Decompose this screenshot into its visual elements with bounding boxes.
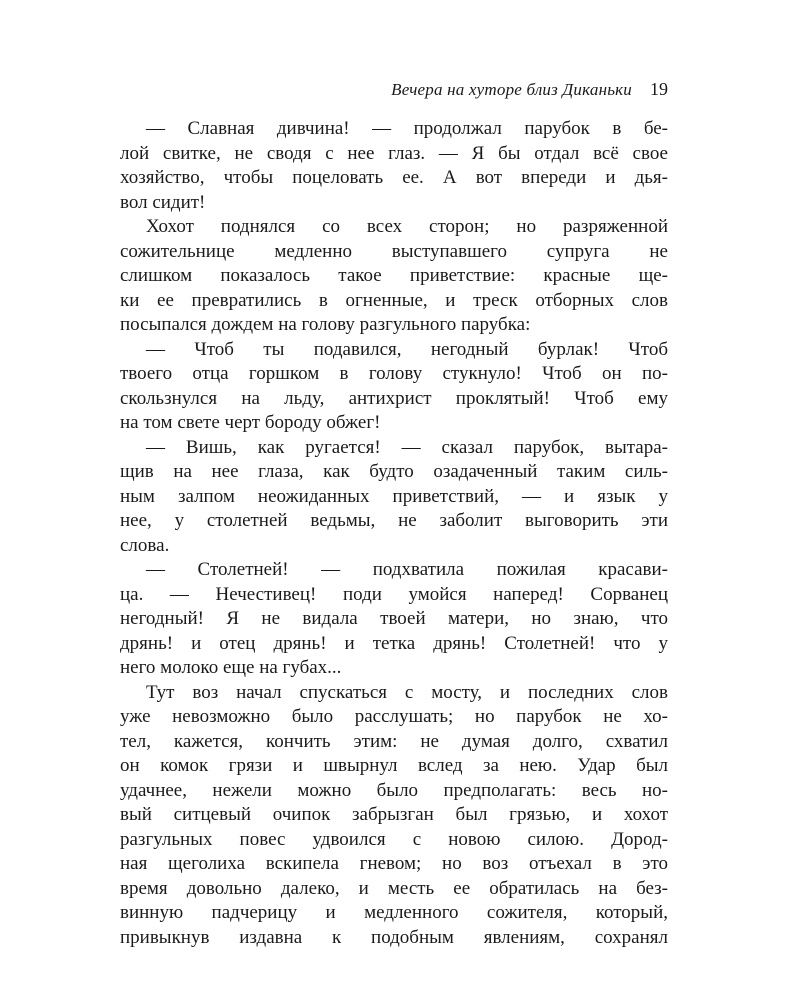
text-line: время довольно далеко, и месть ее обратилась на без- — [120, 877, 668, 899]
text-line: привыкнув издавна к подобным явлениям, сохранял — [120, 926, 668, 948]
text-line: хозяйство, чтобы поцеловать ее. А вот впереди и дья- — [120, 167, 668, 188]
text-line: сожительнице медленно выступавшего супруга не — [120, 240, 668, 262]
page-number: 19 — [650, 79, 668, 99]
text-line: разгульных повес удвоился с новою силою. Дород- — [120, 828, 668, 850]
text-line: слова. — [120, 534, 170, 556]
text-line: ца. — Нечестивец! поди умойся наперед! Сорванец — [120, 583, 668, 605]
text-line: — Столетней! — подхватила пожилая красави- — [146, 559, 668, 580]
text-line: — Чтоб ты подавился, негодный бурлак! Чтоб — [146, 338, 668, 360]
running-title: Вечера на хуторе близ Диканьки — [391, 80, 632, 99]
text-line: ки ее превратились в огненные, и треск отборных слов — [120, 289, 668, 311]
text-line: дрянь! и отец дрянь! и тетка дрянь! Столетней! что у — [120, 632, 668, 654]
text-line: негодный! Я не видала твоей матери, но знаю, что — [120, 608, 668, 629]
text-line: удачнее, нежели можно было предполагать: весь но- — [120, 779, 668, 801]
text-line: — Вишь, как ругается! — сказал парубок, вытара- — [146, 436, 668, 458]
text-line: уже невозможно было расслушать; но парубок не хо- — [120, 706, 668, 727]
body-text — [120, 117, 668, 950]
text-line: нее, у столетней ведьмы, не заболит выговорить эти — [120, 510, 668, 531]
text-line: скользнулся на льду, антихрист проклятый! Чтоб ему — [120, 387, 668, 409]
text-line: слишком показалось такое приветствие: красные ще- — [120, 265, 668, 286]
text-line: ным залпом неожиданных приветствий, — и язык у — [120, 485, 668, 507]
book-page — [120, 0, 668, 1000]
text-line: твоего отца горшком в голову стукнуло! Чтоб он по- — [120, 363, 668, 384]
text-line: — Славная дивчина! — продолжал парубок в бе- — [146, 118, 668, 139]
text-line: он комок грязи и швырнул вслед за нею. Удар был — [120, 755, 668, 776]
text-line: на том свете черт бороду обжег! — [120, 412, 381, 433]
text-line: вол сидит! — [120, 191, 206, 213]
text-line: щив на нее глаза, как будто озадаченный таким силь- — [120, 461, 668, 482]
text-line: винную падчерицу и медленного сожителя, который, — [120, 902, 668, 923]
text-line: тел, кажется, кончить этим: не думая долго, схватил — [120, 730, 668, 752]
running-head — [391, 79, 668, 100]
text-line: лой свитке, не сводя с нее глаз. — Я бы отдал всё свое — [120, 142, 668, 164]
text-line: посыпался дождем на голову разгульного парубка: — [120, 314, 531, 335]
text-line: него молоко еще на губах... — [120, 657, 342, 678]
text-line: Тут воз начал спускаться с мосту, и последних слов — [146, 681, 668, 703]
text-line: Хохот поднялся со всех сторон; но разряженной — [146, 216, 668, 237]
text-line: вый ситцевый очипок забрызган был грязью, и хохот — [120, 804, 668, 825]
text-line: ная щеголиха вскипела гневом; но воз отъехал в это — [120, 853, 668, 874]
